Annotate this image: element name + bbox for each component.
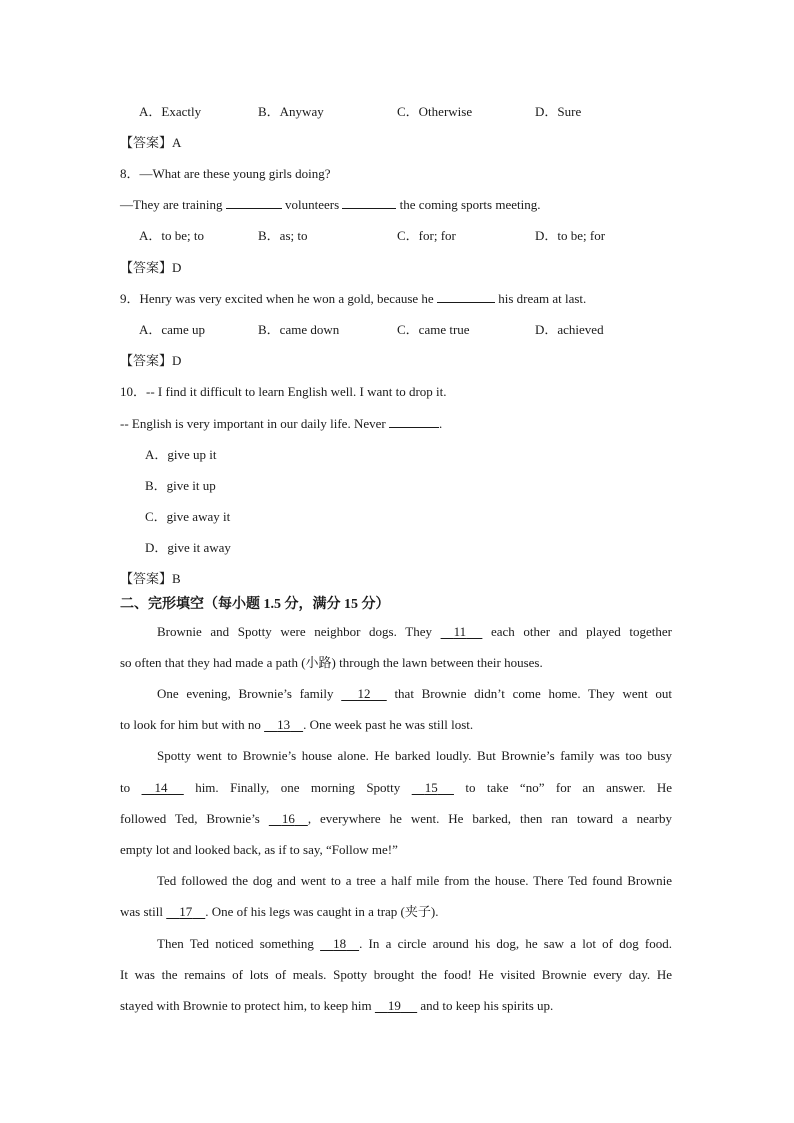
passage-line [120, 904, 672, 920]
blank-12 [341, 686, 387, 702]
passage-text: stayed with Brownie to protect him, to keep him [120, 998, 372, 1013]
q10-option-c: C．give away it [145, 509, 231, 524]
q9-stem-a: 9．Henry was very excited when he won a gold, because he [120, 291, 437, 306]
q10-answer: 【答案】B [120, 571, 181, 586]
passage-text: Then Ted noticed something [157, 936, 314, 951]
q9-blank [437, 302, 495, 303]
passage-text: Spotty went to Brownie’s house alone. He barked loudly. But Brownie’s family was too busy [157, 748, 672, 763]
passage-text: him. Finally, one morning Spotty [195, 780, 401, 795]
passage-line [157, 624, 672, 640]
blank-number: 16 [281, 811, 295, 826]
blank-number: 13 [277, 717, 291, 732]
passage-line [120, 655, 672, 671]
passage-text: , everywhere he went. He barked, then ran toward a nearby [307, 811, 672, 826]
q8-answer: 【答案】D [120, 260, 182, 275]
passage-text: . One week past he was still lost. [303, 717, 474, 732]
q10-line2-b: . [438, 416, 443, 431]
q9-option-c: C．came true [397, 322, 470, 337]
passage-text: . One of his legs was caught in a trap (夹子). [205, 904, 439, 919]
q7-option-b: B．Anyway [258, 104, 324, 119]
q10-line2 [120, 416, 442, 432]
q8-line2-b: volunteers [281, 197, 343, 212]
passage-line [157, 748, 672, 764]
passage-line [120, 998, 672, 1014]
blank-14 [142, 780, 184, 796]
blank-11 [441, 624, 483, 640]
passage-text: One evening, Brownie’s family [157, 686, 334, 701]
passage-text: It was the remains of lots of meals. Spotty brought the food! He visited Brownie every day. He [120, 967, 672, 982]
passage-text: each other and played together [491, 624, 673, 639]
q10-blank [389, 427, 439, 428]
q10-option-a: A．give up it [145, 447, 217, 462]
q8-stem: 8．—What are these young girls doing? [120, 166, 331, 181]
q8-line2 [120, 197, 540, 213]
q8-line2-c: the coming sports meeting. [396, 197, 541, 212]
passage-text: so often that they had made a path (小路) through the lawn between their houses. [120, 655, 543, 670]
q9-option-d: D．achieved [535, 322, 604, 337]
q9-option-a: A．came up [139, 322, 206, 337]
blank-number: 14 [154, 780, 168, 795]
q10-stem: 10．-- I find it difficult to learn English well. I want to drop it. [120, 384, 447, 399]
q7-option-d: D．Sure [535, 104, 582, 119]
passage-text: Ted followed the dog and went to a tree a half mile from the house. There Ted found Brownie [157, 873, 672, 888]
passage-line [120, 811, 672, 827]
passage-line [157, 873, 672, 889]
passage-line [120, 780, 672, 796]
passage-text: empty lot and looked back, as if to say, “Follow me!” [120, 842, 398, 857]
passage-text: to [120, 780, 131, 795]
blank-19 [375, 998, 417, 1014]
q8-option-c: C．for; for [397, 228, 456, 243]
passage-text: to take “no” for an answer. He [465, 780, 673, 795]
q8-blank-2 [342, 208, 396, 209]
passage-text: was still [120, 904, 163, 919]
q8-option-b: B．as; to [258, 228, 308, 243]
q8-blank-1 [226, 208, 282, 209]
q7-answer: 【答案】A [120, 135, 182, 150]
passage-line [157, 686, 672, 702]
q10-option-d: D．give it away [145, 540, 231, 555]
blank-number: 12 [357, 686, 371, 701]
passage-text: that Brownie didn’t come home. They went out [394, 686, 673, 701]
passage-text: to look for him but with no [120, 717, 261, 732]
blank-number: 17 [179, 904, 193, 919]
blank-number: 11 [453, 624, 467, 639]
blank-number: 18 [333, 936, 347, 951]
q8-option-a: A．to be; to [139, 228, 204, 243]
section-heading: 二、完形填空（每小题 1.5 分，满分 15 分） [120, 597, 390, 612]
passage-line [120, 842, 672, 858]
passage-text: followed Ted, Brownie’s [120, 811, 260, 826]
q9-stem-b: his dream at last. [494, 291, 587, 306]
q7-option-c: C．Otherwise [397, 104, 473, 119]
q9-stem [120, 291, 586, 307]
blank-16 [269, 811, 308, 827]
passage-line [120, 717, 672, 733]
q10-option-b: B．give it up [145, 478, 216, 493]
passage-text: . In a circle around his dog, he saw a lot of dog food. [359, 936, 672, 951]
q8-line2-a: —They are training [120, 197, 226, 212]
q9-option-b: B．came down [258, 322, 340, 337]
q10-line2-a: -- English is very important in our daily life. Never [120, 416, 389, 431]
blank-number: 19 [387, 998, 401, 1013]
q7-option-a: A．Exactly [139, 104, 202, 119]
passage-text: Brownie and Spotty were neighbor dogs. They [157, 624, 432, 639]
passage-line [120, 967, 672, 983]
blank-15 [412, 780, 454, 796]
blank-17 [166, 904, 205, 920]
passage-line [157, 936, 672, 952]
q8-option-d: D．to be; for [535, 228, 606, 243]
blank-number: 15 [424, 780, 438, 795]
blank-18 [320, 936, 359, 952]
blank-13 [264, 717, 303, 733]
q9-answer: 【答案】D [120, 353, 182, 368]
passage-text: and to keep his spirits up. [420, 998, 554, 1013]
